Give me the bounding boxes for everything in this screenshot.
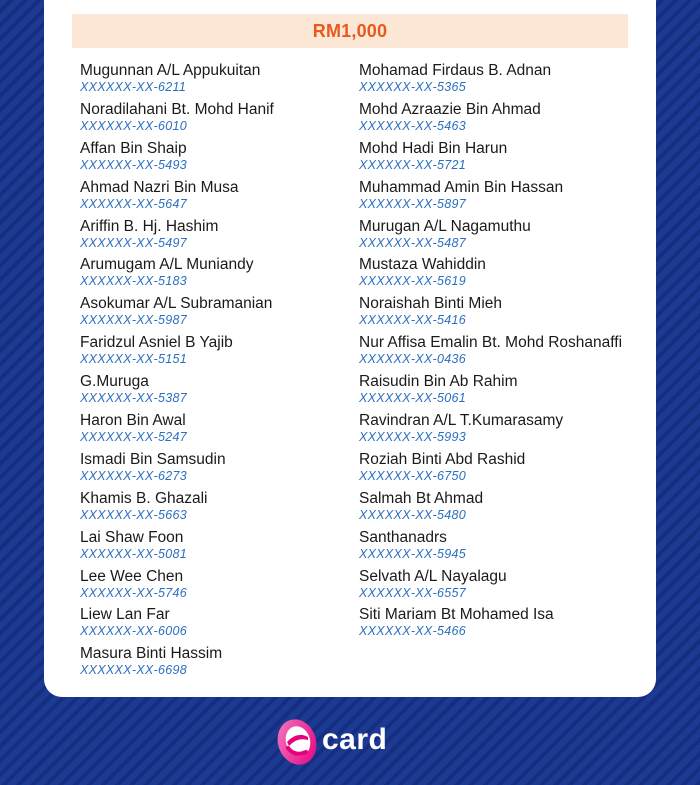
winner-entry (80, 606, 274, 645)
winner-entry (80, 373, 274, 412)
winner-ic-number: XXXXXX-XX-6557 (359, 585, 467, 600)
winner-entry (359, 490, 622, 529)
winner-ic-number: XXXXXX-XX-5987 (80, 313, 188, 328)
winner-name: Lai Shaw Foon (80, 528, 184, 546)
winner-entry (359, 529, 622, 568)
winner-name: Mohd Azraazie Bin Ahmad (359, 100, 541, 118)
winner-name: Mohd Hadi Bin Harun (359, 139, 508, 157)
winner-ic-number: XXXXXX-XX-5061 (359, 391, 467, 406)
winner-name: Arumugam A/L Muniandy (80, 256, 254, 274)
winner-entry (80, 412, 274, 451)
winner-ic-number: XXXXXX-XX-6273 (80, 468, 188, 483)
winner-name: Roziah Binti Abd Rashid (359, 450, 526, 468)
winner-ic-number: XXXXXX-XX-5387 (80, 391, 188, 406)
winner-name: Nur Affisa Emalin Bt. Mohd Roshanaffi (359, 334, 623, 352)
winner-entry (80, 529, 274, 568)
winner-entry (359, 606, 622, 645)
winner-ic-number: XXXXXX-XX-5897 (359, 196, 467, 211)
winner-name: Ravindran A/L T.Kumarasamy (359, 412, 564, 430)
winner-ic-number: XXXXXX-XX-6010 (80, 118, 188, 133)
winner-name: Masura Binti Hassim (80, 645, 223, 663)
winner-name: Faridzul Asniel B Yajib (80, 334, 233, 352)
winner-ic-number: XXXXXX-XX-5746 (80, 585, 188, 600)
winner-ic-number: XXXXXX-XX-5247 (80, 430, 188, 445)
winner-entry (359, 412, 622, 451)
winners-column-right (359, 62, 622, 645)
winner-ic-number: XXXXXX-XX-5463 (359, 118, 467, 133)
winner-ic-number: XXXXXX-XX-6750 (359, 468, 467, 483)
winner-name: Siti Mariam Bt Mohamed Isa (359, 606, 554, 624)
winner-name: Muhammad Amin Bin Hassan (359, 178, 564, 196)
winner-entry (80, 140, 274, 179)
winner-ic-number: XXXXXX-XX-5493 (80, 157, 188, 172)
winner-entry (359, 295, 622, 334)
winner-ic-number: XXXXXX-XX-5487 (359, 235, 467, 250)
winner-entry (80, 334, 274, 373)
winner-ic-number: XXXXXX-XX-5365 (359, 80, 467, 94)
winner-ic-number: XXXXXX-XX-5663 (80, 507, 188, 522)
winner-entry (359, 62, 622, 101)
winner-ic-number: XXXXXX-XX-6006 (80, 624, 188, 639)
winners-card (44, 0, 656, 697)
winner-name: Mohamad Firdaus B. Adnan (359, 62, 552, 79)
winner-ic-number: XXXXXX-XX-6211 (80, 80, 187, 94)
winner-name: Ismadi Bin Samsudin (80, 450, 226, 468)
winner-ic-number: XXXXXX-XX-5466 (359, 624, 467, 639)
winner-ic-number: XXXXXX-XX-6698 (80, 663, 188, 678)
winner-entry (359, 179, 622, 218)
winner-entry (80, 490, 274, 529)
winner-name: Noraishah Binti Mieh (359, 295, 503, 313)
winner-ic-number: XXXXXX-XX-5993 (359, 430, 467, 445)
winner-ic-number: XXXXXX-XX-5183 (80, 274, 188, 289)
winner-ic-number: XXXXXX-XX-5497 (80, 235, 188, 250)
winner-entry (80, 101, 274, 140)
winner-entry (359, 101, 622, 140)
winner-name: Khamis B. Ghazali (80, 489, 208, 507)
winner-name: Lee Wee Chen (80, 567, 184, 585)
winner-entry (80, 256, 274, 295)
winner-entry (80, 179, 274, 218)
winner-ic-number: XXXXXX-XX-5081 (80, 546, 188, 561)
winner-entry (359, 451, 622, 490)
winner-entry (80, 295, 274, 334)
winner-entry (80, 568, 274, 607)
winner-name: Salmah Bt Ahmad (359, 489, 484, 507)
winner-entry (359, 568, 622, 607)
winner-ic-number: XXXXXX-XX-5416 (359, 313, 467, 328)
winner-name: Selvath A/L Nayalagu (359, 567, 507, 585)
winner-name: Murugan A/L Nagamuthu (359, 217, 531, 235)
winner-name: G.Muruga (80, 373, 149, 391)
winner-entry (80, 645, 274, 684)
winner-ic-number: XXXXXX-XX-5151 (80, 352, 188, 367)
winner-name: Ariffin B. Hj. Hashim (80, 217, 219, 235)
winner-name: Raisudin Bin Ab Rahim (359, 373, 518, 391)
winner-ic-number: XXXXXX-XX-5480 (359, 507, 467, 522)
winner-entry (359, 256, 622, 295)
winner-name: Affan Bin Shaip (80, 139, 187, 157)
winner-name: Mustaza Wahiddin (359, 256, 486, 274)
winner-ic-number: XXXXXX-XX-5721 (359, 157, 467, 172)
winner-entry (359, 334, 622, 373)
winner-entry (359, 373, 622, 412)
ecard-logo (275, 711, 425, 771)
footer (0, 697, 700, 785)
winner-name: Asokumar A/L Subramanian (80, 295, 273, 313)
winner-entry (80, 451, 274, 490)
winner-name: Santhanadrs (359, 528, 447, 546)
winner-name: Ahmad Nazri Bin Musa (80, 178, 239, 196)
winner-ic-number: XXXXXX-XX-5647 (80, 196, 188, 211)
winner-ic-number: XXXXXX-XX-0436 (359, 352, 467, 367)
winner-name: Noradilahani Bt. Mohd Hanif (80, 100, 274, 118)
winner-entry (80, 62, 274, 101)
winner-ic-number: XXXXXX-XX-5945 (359, 546, 467, 561)
winner-entry (359, 140, 622, 179)
winners-column-left (80, 62, 274, 684)
ecard-wordmark: card (322, 723, 388, 756)
winner-name: Haron Bin Awal (80, 412, 186, 430)
winner-ic-number: XXXXXX-XX-5619 (359, 274, 467, 289)
prize-title: RM1,000 (312, 20, 388, 41)
prize-header (72, 14, 628, 48)
winner-name: Liew Lan Far (80, 606, 170, 624)
winner-entry (80, 218, 274, 257)
winner-name: Mugunnan A/L Appukuitan (80, 62, 261, 79)
winner-entry (359, 218, 622, 257)
